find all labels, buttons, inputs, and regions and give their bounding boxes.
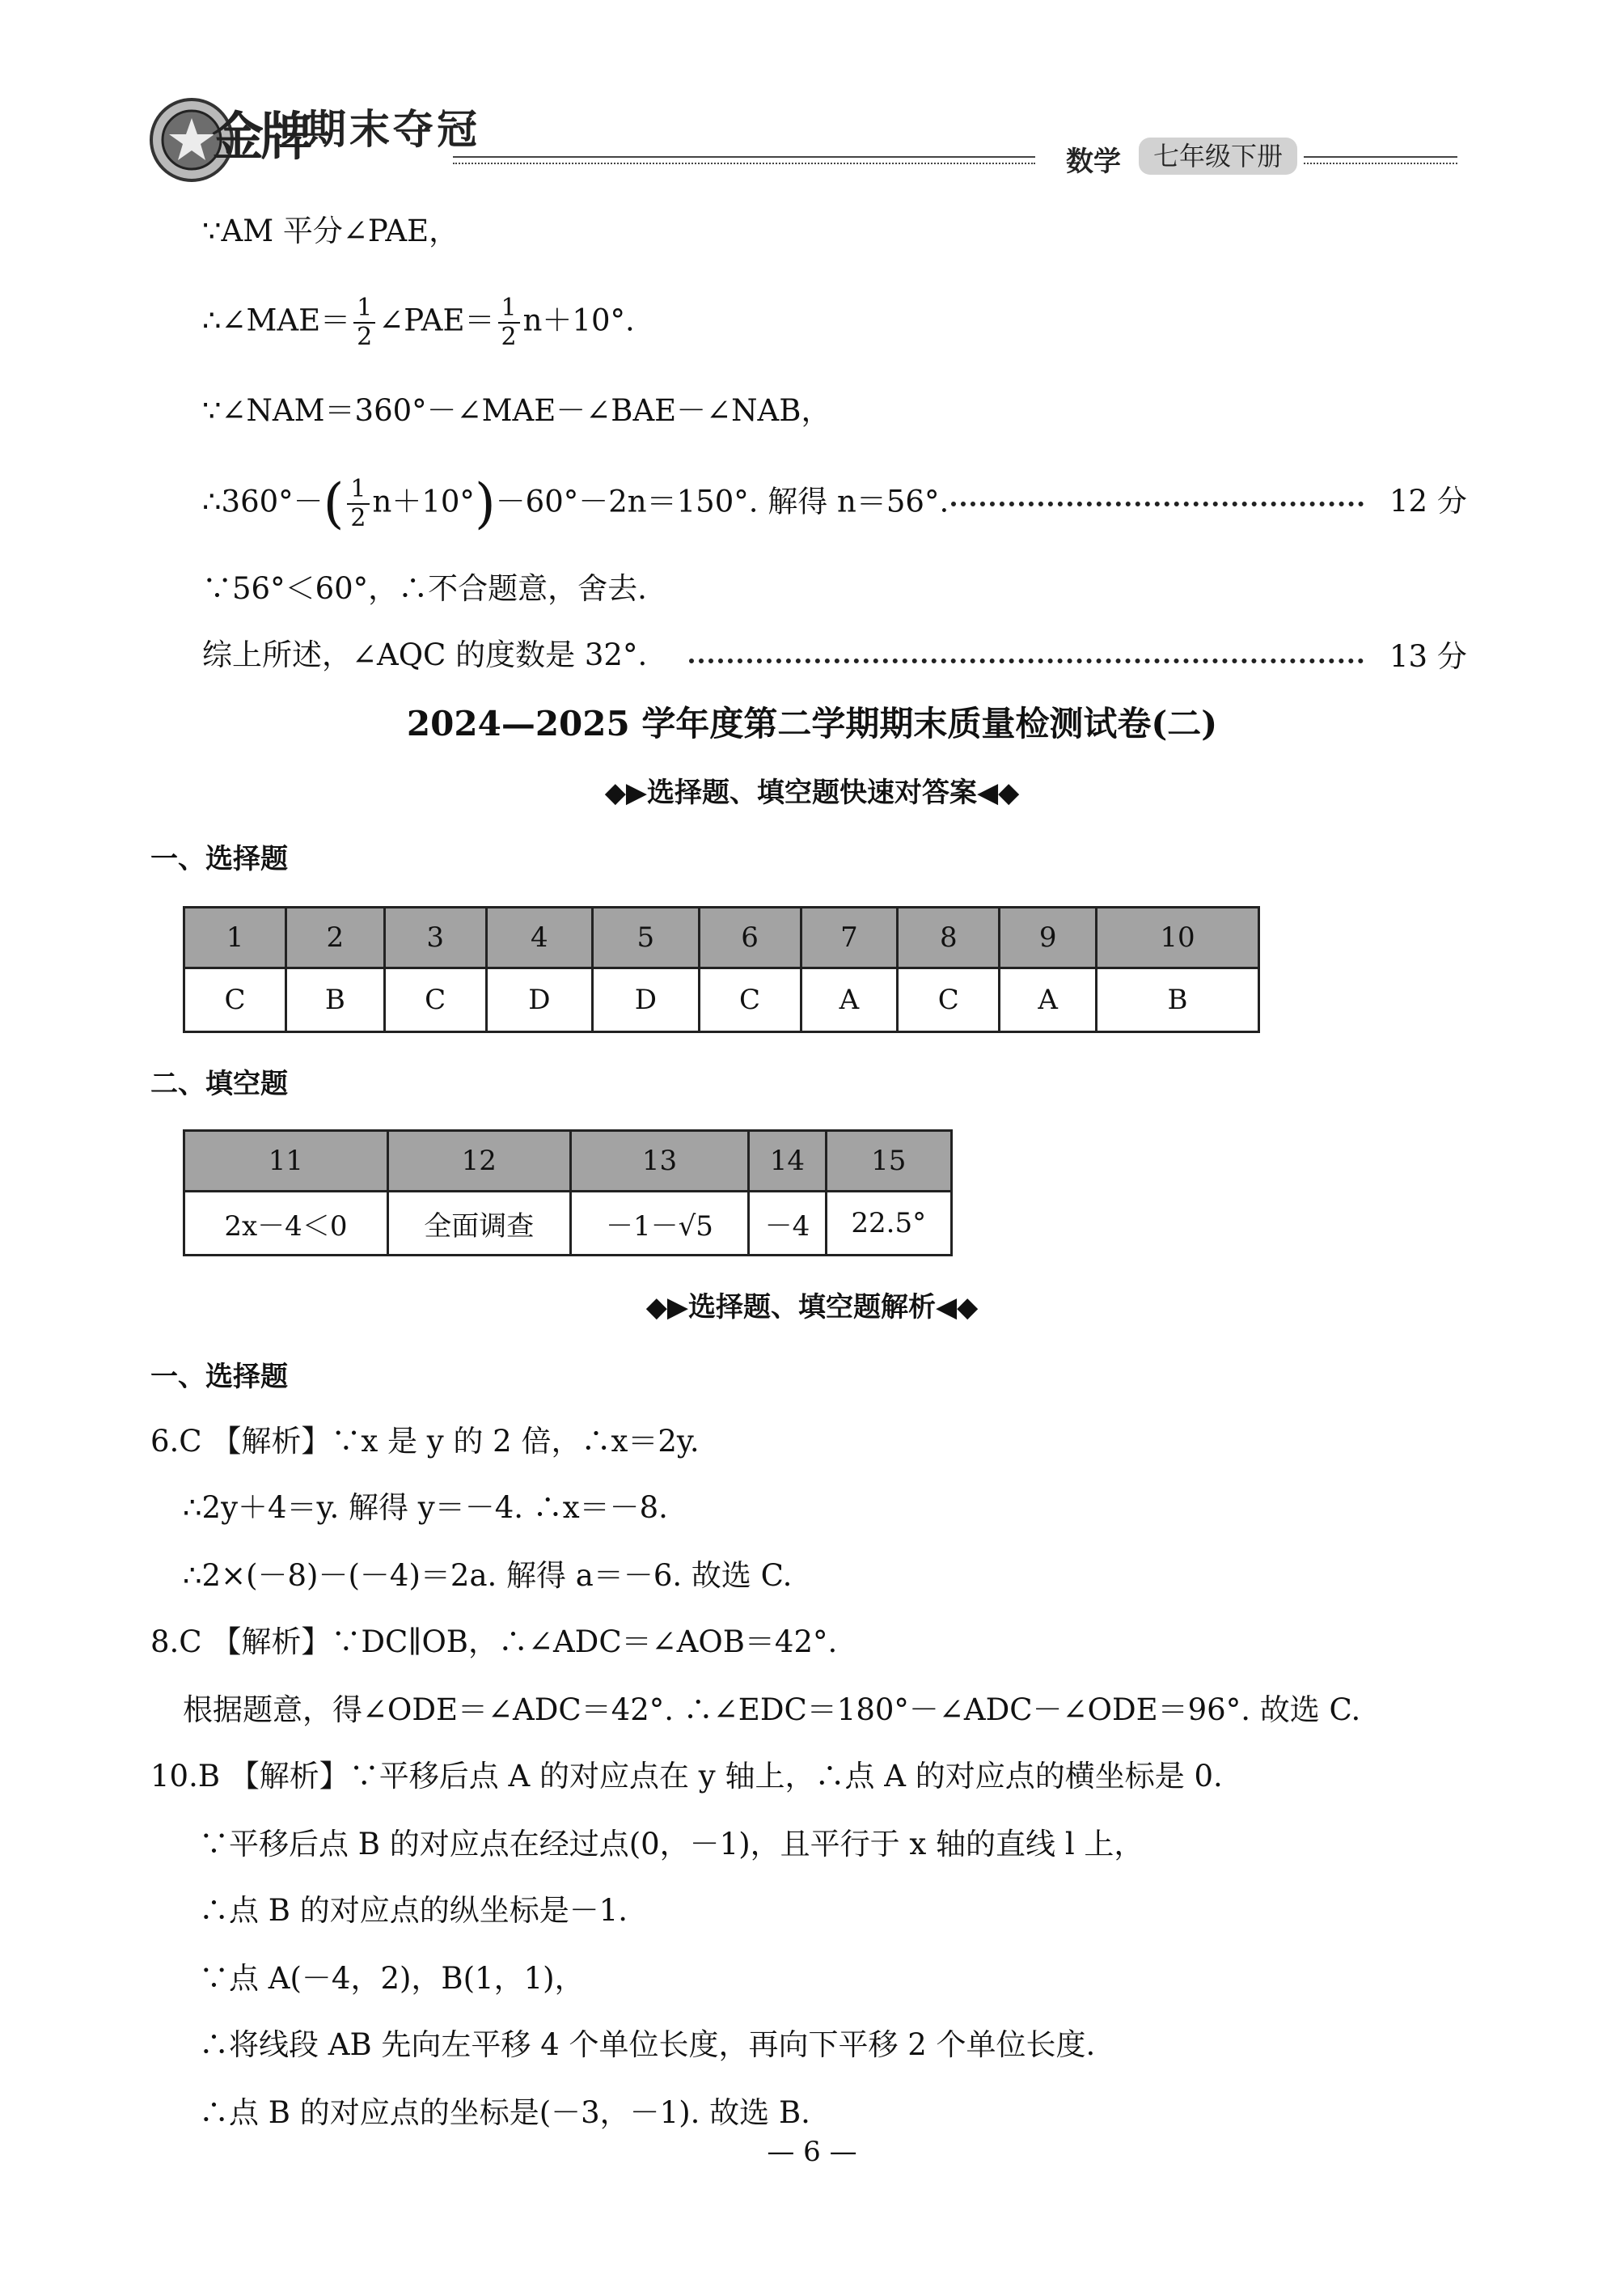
analysis-line: 10.B 【解析】∵平移后点 A 的对应点在 y 轴上，∴点 A 的对应点的横坐标是 0. [150,1759,1223,1794]
solution-line-3: ∵∠NAM＝360°－∠MAE－∠BAE－∠NAB， [202,393,831,428]
analysis-heading: ◆▶选择题、填空题解析◀◆ [645,1291,979,1323]
analysis-line: ∵平移后点 B 的对应点在经过点(0，－1)，且平行于 x 轴的直线 l 上， [199,1827,1144,1861]
solution-line-4-prefix: ∴360°－ [202,484,324,519]
analysis-line: ∴点 B 的对应点的纵坐标是－1. [199,1893,628,1928]
fraction-one-half [498,296,520,349]
page-number: — 6 — [767,2136,857,2168]
answer-cell: B [1096,968,1258,1032]
question-number-cell: 6 [699,908,801,968]
answer-cell: C [384,968,486,1032]
analysis-line: 8.C 【解析】∵DC∥OB，∴∠ADC＝∠AOB＝42°. [150,1624,838,1659]
section-choice-label: 一、选择题 [150,843,288,875]
exam-title: 2024—2025 学年度第二学期期末质量检测试卷(二) [406,704,1218,743]
analysis-line: ∴将线段 AB 先向左平移 4 个单位长度，再向下平移 2 个单位长度. [199,2027,1096,2062]
frac-num: 1 [353,296,375,324]
fill-answer-table [183,1129,953,1256]
solution-line-2-mid: ∠PAE＝ [379,303,495,338]
subject-label: 数学 [1066,146,1121,178]
question-number-cell: 4 [486,908,592,968]
grade-badge: 七年级下册 [1139,138,1297,175]
answer-cell: 2x－4＜0 [184,1192,388,1256]
question-number-cell: 12 [387,1131,570,1192]
solution-line-6: 综上所述，∠AQC 的度数是 32°. [202,637,648,672]
solution-line-4-suffix: －60°－2n＝150°. 解得 n＝56°. [495,484,949,519]
choice-number-row [184,908,1259,968]
score-leader-dots [689,659,1364,663]
analysis-line: ∵点 A(－4，2)，B(1，1)， [199,1961,585,1996]
score-leader-dots [951,502,1364,506]
solution-line-2-prefix: ∴∠MAE＝ [202,303,351,338]
question-number-cell: 9 [1000,908,1097,968]
answer-cell: A [1000,968,1097,1032]
answer-cell: －1－√5 [570,1192,749,1256]
frac-num: 1 [498,296,520,324]
quick-answers-heading: ◆▶选择题、填空题快速对答案◀◆ [604,777,1020,809]
fraction-one-half [353,296,375,349]
solution-line-4-inner: n＋10° [372,484,475,519]
analysis-choice-label: 一、选择题 [150,1361,288,1393]
question-number-cell: 13 [570,1131,749,1192]
analysis-line: ∴2y＋4＝y. 解得 y＝－4. ∴x＝－8. [183,1490,668,1525]
score-label: 13 分 [1389,639,1467,674]
answer-cell: C [184,968,286,1032]
question-number-cell: 8 [898,908,1000,968]
brand-logo-text: 金牌 [212,108,309,167]
fill-answer-row [184,1192,952,1256]
analysis-line: 根据题意，得∠ODE＝∠ADC＝42°. ∴∠EDC＝180°－∠ADC－∠ODE＝96°. 故选 C. [183,1692,1361,1727]
question-number-cell: 5 [593,908,699,968]
frac-den: 2 [501,323,517,351]
question-number-cell: 15 [826,1131,951,1192]
solution-line-2 [202,296,635,349]
answer-cell: C [699,968,801,1032]
answer-cell: B [286,968,385,1032]
solution-line-1: ∵AM 平分∠PAE， [202,214,459,248]
choice-answer-row [184,968,1259,1032]
question-number-cell: 7 [801,908,898,968]
answer-cell: A [801,968,898,1032]
fraction-one-half [347,477,369,531]
frac-den: 2 [350,504,366,532]
analysis-line: ∴2×(－8)－(－4)＝2a. 解得 a＝－6. 故选 C. [183,1558,793,1593]
solution-line-2-suffix: n＋10°. [522,303,635,338]
question-number-cell: 11 [184,1131,388,1192]
analysis-line: 6.C 【解析】∵x 是 y 的 2 倍，∴x＝2y. [150,1424,700,1459]
question-number-cell: 2 [286,908,385,968]
score-label: 12 分 [1389,484,1467,519]
question-number-cell: 10 [1096,908,1258,968]
series-title: 期末夺冠 [306,105,480,153]
solution-line-5: ∵56°＜60°，∴不合题意，舍去. [202,571,647,606]
answer-cell: D [486,968,592,1032]
answer-cell: 全面调查 [387,1192,570,1256]
answer-cell: 22.5° [826,1192,951,1256]
answer-cell: C [898,968,1000,1032]
answer-cell: －4 [749,1192,826,1256]
header-rule-left [453,156,1035,164]
analysis-line: ∴点 B 的对应点的坐标是(－3，－1). 故选 B. [199,2095,810,2130]
question-number-cell: 14 [749,1131,826,1192]
header-rule-right [1304,156,1457,164]
section-fill-label: 二、填空题 [150,1068,288,1100]
question-number-cell: 1 [184,908,286,968]
question-number-cell: 3 [384,908,486,968]
fill-number-row [184,1131,952,1192]
choice-answer-table [183,906,1260,1033]
frac-den: 2 [357,323,373,351]
solution-line-4: ∴360°－( $\frac{1}{2}$ n＋10°)－60°－2n＝150°. 解得 n＝56°. [202,472,949,535]
frac-num: 1 [347,477,369,505]
answer-cell: D [593,968,699,1032]
